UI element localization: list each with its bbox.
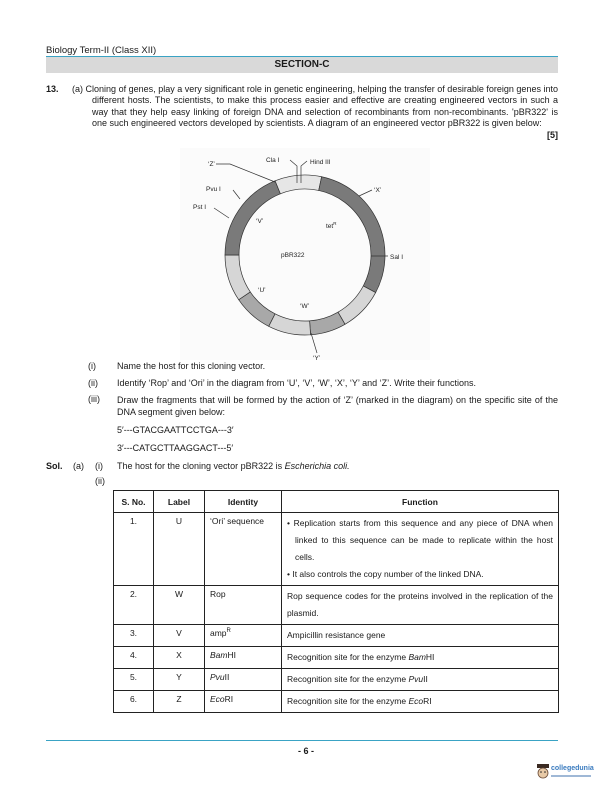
cell-identity <box>205 625 282 647</box>
function-bullet-text: Replication starts from this sequence and any piece of DNA when linked to this sequence can be made to replicate within the host cells. <box>293 518 553 562</box>
function-prefix: Recognition site for the enzyme <box>287 696 409 706</box>
cell-identity: Rop <box>205 586 282 625</box>
function-rest: RI <box>423 696 432 706</box>
table-row <box>114 625 559 647</box>
label-w: ‘W’ <box>300 303 310 310</box>
table-row <box>114 669 559 691</box>
subquestion-i-num: (i) <box>88 361 96 371</box>
table-row <box>114 513 559 586</box>
label-u: ‘U’ <box>258 287 266 294</box>
identity-italic: Eco <box>210 694 225 704</box>
logo-text: collegedunia <box>551 765 594 772</box>
solution-i-organism: Escherichia coli. <box>284 461 350 471</box>
dna-strand-bottom: 3′---CATGCTTAAGGACT---5′ <box>117 443 234 453</box>
cell-function: Ampicillin resistance gene <box>282 625 559 647</box>
function-bullet: • Replication starts from this sequence and any piece of DNA when linked to this sequence can be made to replicate within the host cells. <box>287 518 553 562</box>
table-row <box>114 586 559 625</box>
pbr322-plasmid-diagram <box>180 148 430 360</box>
solution-ii-num: (ii) <box>95 476 105 486</box>
cell-label: V <box>154 625 205 647</box>
solution-i-text <box>117 461 350 471</box>
question-part: (a) <box>72 84 83 94</box>
header-label: Label <box>154 491 205 513</box>
question-text <box>72 84 558 130</box>
cell-sno: 5. <box>114 669 154 691</box>
function-bullet: • It also controls the copy number of the linked DNA. <box>287 569 484 579</box>
label-y: ‘Y’ <box>313 355 321 360</box>
function-rest: II <box>423 674 428 684</box>
label-hind-iii: Hind III <box>310 159 331 166</box>
subquestion-iii-num: (iii) <box>88 394 100 404</box>
cell-label: X <box>154 647 205 669</box>
cell-function <box>282 647 559 669</box>
cell-identity <box>205 691 282 713</box>
label-pst-i: Pst I <box>193 204 207 211</box>
question-marks: [5] <box>547 130 558 140</box>
table-row <box>114 647 559 669</box>
table-row <box>114 691 559 713</box>
solution-part: (a) <box>73 461 84 471</box>
cell-identity: ‘Ori’ sequence <box>205 513 282 586</box>
page-number: - 6 - <box>297 746 314 756</box>
cell-function <box>282 669 559 691</box>
solution-i-prefix: The host for the cloning vector pBR322 is <box>117 461 285 471</box>
cell-sno: 1. <box>114 513 154 586</box>
cell-sno: 6. <box>114 691 154 713</box>
header-sno: S. No. <box>114 491 154 513</box>
cell-function <box>282 691 559 713</box>
solution-i-num: (i) <box>95 461 103 471</box>
subquestion-ii-num: (ii) <box>88 378 98 388</box>
document-header-title: Biology Term-II (Class XII) <box>46 45 157 56</box>
section-heading: SECTION-C <box>46 57 558 73</box>
identity-main: amp <box>210 628 227 638</box>
label-center-pbr322: pBR322 <box>281 252 305 259</box>
header-identity: Identity <box>205 491 282 513</box>
function-rest: HI <box>425 652 435 662</box>
cell-function: Rop sequence codes for the proteins involved in the replication of the plasmid. <box>282 586 559 625</box>
identity-italic: Pvu <box>210 672 225 682</box>
function-bullet-text: It also controls the copy number of the linked DNA. <box>292 569 484 579</box>
label-sal-i: Sal I <box>390 254 404 261</box>
subquestion-ii-text: Identify ‘Rop’ and ‘Ori’ in the diagram from ‘U’, ‘V’, ‘W’, ‘X’, ‘Y’ and ‘Z’. Write their functions. <box>117 378 476 388</box>
cell-sno: 3. <box>114 625 154 647</box>
identity-rest: II <box>224 672 230 682</box>
label-x: ‘X’ <box>374 187 382 194</box>
answer-table <box>113 490 559 713</box>
function-prefix: Recognition site for the enzyme <box>287 674 409 684</box>
dna-strand-top: 5′---GTACGAATTCCTGA---3′ <box>117 425 234 435</box>
cell-sno: 2. <box>114 586 154 625</box>
function-italic: Pvu <box>408 674 424 684</box>
identity-rest: RI <box>224 694 234 704</box>
question-body: Cloning of genes, play a very significant role in genetic engineering, helping the transfer of desirable foreign genes into different hosts. The scientists, to make this process easier and effective are creating engineered vectors in such a way that they help easy linking of foreign DNA and selection of recombinants from non-recombinants. 'pBR322' is one such engineered vectors developed by scientists. A diagram of an engineered vector pBR322 is given below: <box>85 84 558 129</box>
cell-identity <box>205 669 282 691</box>
cell-sno: 4. <box>114 647 154 669</box>
table-header-row <box>114 491 559 513</box>
identity-sup: R <box>226 628 231 635</box>
cell-label: Y <box>154 669 205 691</box>
subquestion-i-text: Name the host for this cloning vector. <box>117 361 266 371</box>
logo-tagline <box>551 775 591 777</box>
function-italic: Eco <box>408 696 424 706</box>
question-number: 13. <box>46 84 59 94</box>
collegedunia-logo <box>536 763 612 785</box>
label-tet-main: tet <box>326 223 334 230</box>
footer-divider <box>46 740 558 741</box>
label-tet-sup: R <box>333 221 337 226</box>
label-v: ‘V’ <box>256 218 264 225</box>
cell-function <box>282 513 559 586</box>
label-cla-i: Cla I <box>266 157 280 164</box>
function-prefix: Recognition site for the enzyme <box>287 652 409 662</box>
cell-label: U <box>154 513 205 586</box>
function-italic: Bam <box>408 652 426 662</box>
cell-identity <box>205 647 282 669</box>
cell-label: W <box>154 586 205 625</box>
identity-italic: Bam <box>210 650 228 660</box>
solution-label: Sol. <box>46 461 63 471</box>
header-function: Function <box>282 491 559 513</box>
mascot-icon <box>536 763 550 781</box>
label-pvu-i: Pvu I <box>206 186 221 193</box>
subquestion-iii-text: Draw the fragments that will be formed by the action of ‘Z’ (marked in the diagram) on the specific site of the DNA segment given below: <box>117 395 558 417</box>
label-z: ‘Z’ <box>208 161 215 168</box>
cell-label: Z <box>154 691 205 713</box>
identity-rest: HI <box>227 650 236 660</box>
